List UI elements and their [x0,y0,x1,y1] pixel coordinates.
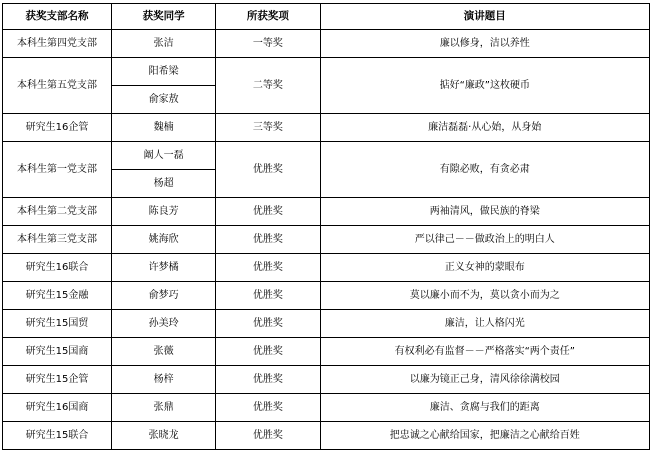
cell-title: 廉洁，让人格闪光 [320,310,649,338]
cell-student: 杨梓 [112,366,216,394]
cell-title: 廉洁、贪腐与我们的距离 [320,394,649,422]
cell-student: 俞家敖 [112,86,216,114]
header-student: 获奖同学 [112,4,216,30]
cell-branch: 本科生第三党支部 [3,226,112,254]
table-row [3,30,650,58]
cell-student: 俞梦巧 [112,282,216,310]
cell-branch: 研究生16国商 [3,394,112,422]
cell-award: 优胜奖 [216,338,320,366]
cell-award: 优胜奖 [216,198,320,226]
table-row [3,114,650,142]
cell-title: 有权利必有监督－－严格落实“两个责任” [320,338,649,366]
table-body [3,30,650,450]
cell-student: 杨超 [112,170,216,198]
table-row [3,58,650,86]
header-branch: 获奖支部名称 [3,4,112,30]
cell-title: 掂好“廉政”这枚硬币 [320,58,649,114]
table-row [3,366,650,394]
cell-branch: 研究生15联合 [3,422,112,450]
cell-award: 优胜奖 [216,310,320,338]
cell-branch: 研究生15企管 [3,366,112,394]
cell-award: 二等奖 [216,58,320,114]
cell-title: 莫以廉小而不为，莫以贪小而为之 [320,282,649,310]
cell-title: 正义女神的蒙眼布 [320,254,649,282]
cell-student: 阚人一磊 [112,142,216,170]
cell-branch: 本科生第一党支部 [3,142,112,198]
header-award: 所获奖项 [216,4,320,30]
cell-award: 优胜奖 [216,226,320,254]
cell-title: 严以律己－－做政治上的明白人 [320,226,649,254]
table-row [3,394,650,422]
table-row [3,198,650,226]
cell-branch: 研究生16联合 [3,254,112,282]
cell-award: 优胜奖 [216,142,320,198]
table-header [3,4,650,30]
cell-student: 张洁 [112,30,216,58]
cell-award: 三等奖 [216,114,320,142]
cell-student: 张鼎 [112,394,216,422]
cell-branch: 研究生15国商 [3,338,112,366]
table-row [3,226,650,254]
cell-branch: 研究生16企管 [3,114,112,142]
table-row [3,142,650,170]
cell-student: 陈良芳 [112,198,216,226]
cell-student: 孙美玲 [112,310,216,338]
table-row [3,338,650,366]
cell-title: 把忠诚之心献给国家，把廉洁之心献给百姓 [320,422,649,450]
table-row [3,310,650,338]
table-row [3,254,650,282]
cell-title: 有隙必败，有贪必肃 [320,142,649,198]
cell-award: 优胜奖 [216,394,320,422]
header-title: 演讲题目 [320,4,649,30]
cell-student: 许梦橘 [112,254,216,282]
cell-student: 张晓龙 [112,422,216,450]
cell-award: 一等奖 [216,30,320,58]
cell-title: 两袖清风，做民族的脊梁 [320,198,649,226]
table-row [3,422,650,450]
cell-title: 廉以修身，洁以养性 [320,30,649,58]
cell-branch: 本科生第五党支部 [3,58,112,114]
cell-branch: 本科生第二党支部 [3,198,112,226]
cell-student: 姚海欣 [112,226,216,254]
cell-award: 优胜奖 [216,366,320,394]
cell-student: 张薇 [112,338,216,366]
cell-award: 优胜奖 [216,282,320,310]
cell-title: 廉洁磊磊·从心始，从身始 [320,114,649,142]
cell-branch: 研究生15国贸 [3,310,112,338]
cell-award: 优胜奖 [216,254,320,282]
table-row [3,282,650,310]
table-header-row [3,4,650,30]
cell-award: 优胜奖 [216,422,320,450]
cell-student: 魏楠 [112,114,216,142]
cell-branch: 本科生第四党支部 [3,30,112,58]
cell-student: 阳希梁 [112,58,216,86]
award-results-table [2,3,650,450]
cell-branch: 研究生15金融 [3,282,112,310]
cell-title: 以廉为镜正己身，清风徐徐满校园 [320,366,649,394]
